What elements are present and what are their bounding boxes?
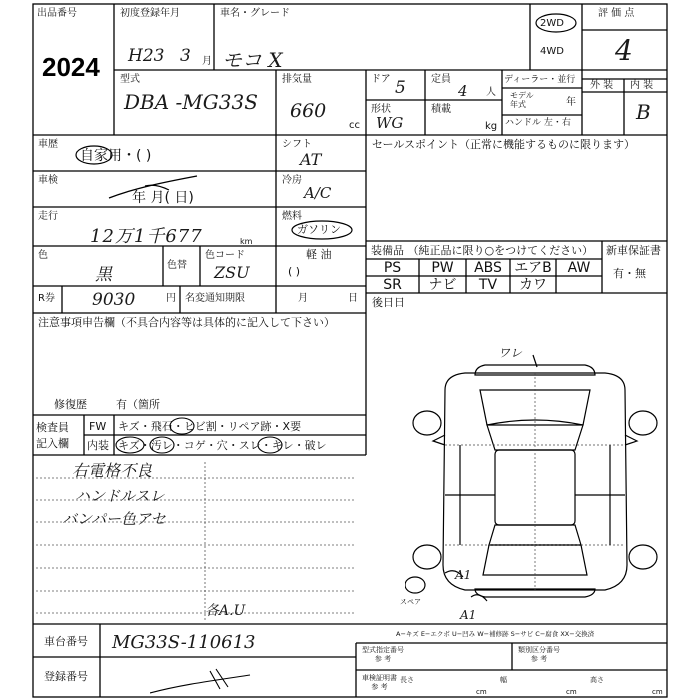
length-label: 長さ — [400, 676, 414, 684]
car-damage-diagram — [405, 345, 665, 615]
equipment-aw: AW — [567, 260, 591, 276]
equipment-leather: カワ — [519, 277, 547, 293]
color-label: 色 — [38, 250, 48, 261]
equipment-airbag: エアB — [514, 260, 552, 276]
chassis-number-label: 車台番号 — [44, 635, 88, 648]
interior-grade-label: 内 装 — [630, 80, 654, 91]
drive-2wd-circle — [534, 12, 578, 34]
inspection-value: 年 月( 日) — [132, 190, 194, 206]
equipment-pw: PW — [431, 260, 454, 276]
registration-number-label: 登録番号 — [44, 670, 88, 683]
vehicle-cert-label: 車検証明書 参 考 — [362, 674, 397, 691]
length-unit: cm — [476, 688, 487, 696]
interior-grade-value: B — [636, 100, 651, 124]
width-label: 幅 — [500, 676, 507, 684]
equipment-label: 装備品 （純正品に限り○をつけてください） — [371, 244, 594, 257]
model-code-label: 型式 — [120, 74, 140, 85]
drive-2wd: 2WD — [540, 18, 564, 29]
dealer-import-label: ディーラー・並行 — [504, 75, 576, 85]
evaluation-score: 4 — [615, 34, 633, 67]
air-conditioning-label: 冷房 — [282, 175, 302, 186]
sales-point-label: セールスポイント（正常に機能するものに限ります） — [372, 138, 636, 151]
mileage-unit: km — [240, 237, 253, 246]
color-value: 黒 — [95, 265, 112, 285]
displacement-label: 排気量 — [282, 74, 312, 85]
color-code-value: ZSU — [214, 263, 250, 282]
recycle-ticket-label: R券 — [38, 293, 55, 304]
shift-value: AT — [300, 150, 322, 169]
capacity-label: 定員 — [431, 74, 451, 85]
warranty-label: 新車保証書 — [606, 244, 661, 257]
load-capacity-label: 積載 — [431, 104, 451, 115]
shift-label: シフト — [282, 139, 312, 150]
note-parts-mark: 各A.U — [205, 603, 246, 619]
equipment-tv: TV — [478, 277, 498, 293]
capacity-value: 4 — [458, 82, 468, 100]
displacement-value: 660 — [290, 100, 327, 122]
note-line-2: ハンドルスレ — [75, 487, 165, 505]
registration-month: 3 — [180, 46, 191, 66]
inspector-area-label: 検査員 記入欄 — [36, 421, 69, 450]
fw-label: FW — [89, 420, 107, 433]
repair-history-label: 修復歴 — [54, 398, 87, 411]
class-number-label: 類別区分番号 参 考 — [518, 646, 560, 663]
private-use-circle — [74, 144, 114, 166]
registration-scribble — [150, 665, 270, 695]
usage-history-value: 自家用・( ) — [80, 148, 152, 164]
model-year-label: モデル 年式 — [510, 91, 534, 109]
note-line-1: 右電格不良 — [72, 461, 153, 480]
repair-history-value: 有（箇所 — [116, 398, 160, 411]
mileage-label: 走行 — [38, 211, 58, 222]
diagram-mark-a1-rear: A1 — [460, 608, 477, 622]
diagram-mark-a1-left: A1 — [455, 568, 472, 582]
fw-damage-options: キズ・飛石・ヒビ割・リペア跡・X要 — [118, 420, 302, 433]
interior-label: 内装 — [87, 439, 109, 452]
body-shape-value: WG — [376, 114, 404, 132]
doors-value: 5 — [395, 78, 406, 98]
color-code-label: 色コード — [205, 250, 245, 261]
height-unit: cm — [652, 688, 663, 696]
equipment-ps: PS — [383, 260, 402, 276]
chassis-number-value: MG33S-110613 — [112, 632, 256, 653]
car-name-value: モコ X — [222, 48, 283, 72]
model-cert-label: 型式指定番号 参 考 — [362, 646, 404, 663]
height-label: 高さ — [590, 676, 604, 684]
interior-damage-options: キズ・汚レ・コゲ・穴・スレ・キレ・破レ — [118, 439, 327, 452]
usage-history-label: 車歴 — [38, 139, 58, 150]
car-name-label: 車名・グレード — [220, 8, 290, 19]
recycle-ticket-value: 9030 — [92, 290, 136, 310]
lot-number-value: 2024 — [42, 52, 100, 82]
name-change-month: 月 — [298, 293, 308, 304]
drive-4wd: 4WD — [540, 46, 564, 57]
capacity-unit: 人 — [486, 87, 496, 98]
name-change-deadline-label: 名変通知期限 — [185, 293, 245, 304]
warranty-value: 有・無 — [613, 267, 646, 280]
load-capacity-unit: kg — [485, 121, 498, 132]
after-date-label: 後日日 — [372, 296, 405, 309]
first-registration-label: 初度登録年月 — [120, 8, 180, 19]
width-unit: cm — [566, 688, 577, 696]
model-code-value: DBA -MG33S — [124, 90, 258, 114]
notice-label: 注意事項申告欄（不具合内容等は具体的に記入して下さい） — [38, 316, 335, 329]
spare-tire-label: スペア — [400, 598, 421, 606]
fuel-diesel: 軽 油 — [306, 248, 332, 261]
registration-era: H23 — [128, 46, 165, 66]
lot-number-label: 出品番号 — [37, 8, 77, 19]
inspection-label: 車検 — [38, 175, 58, 186]
name-change-day: 日 — [348, 293, 358, 304]
steering-label: ハンドル 左・右 — [505, 118, 571, 128]
inspection-strike — [105, 172, 205, 202]
equipment-abs: ABS — [474, 260, 502, 276]
displacement-unit: cc — [349, 120, 360, 131]
evaluation-label: 評 価 点 — [598, 8, 635, 19]
damage-code-legend: A−キズ E−エクボ U−凹み W−補修跡 S−サビ C−腐食 XX−交換済 — [396, 630, 595, 638]
model-year-unit: 年 — [566, 97, 576, 108]
damage-circles — [110, 416, 370, 456]
registration-month-unit: 月 — [202, 56, 212, 67]
air-conditioning-value: A/C — [304, 184, 332, 202]
equipment-navi: ナビ — [428, 277, 457, 293]
fuel-gasoline: ガソリン — [297, 223, 341, 236]
mileage-value: 12万1千677 — [90, 226, 203, 247]
equipment-sr: SR — [383, 277, 402, 293]
recycle-ticket-unit: 円 — [166, 293, 176, 304]
exterior-grade-label: 外 装 — [590, 80, 614, 91]
doors-label: ドア — [371, 74, 391, 85]
diagram-mark-crack: ワレ — [498, 346, 523, 360]
body-shape-label: 形状 — [371, 104, 391, 115]
fuel-other: ( ) — [288, 265, 301, 278]
note-line-3: バンパー色アセ — [62, 510, 166, 528]
fuel-gasoline-circle — [290, 219, 354, 241]
color-change-label: 色替 — [167, 260, 187, 271]
fuel-label: 燃料 — [282, 211, 302, 222]
